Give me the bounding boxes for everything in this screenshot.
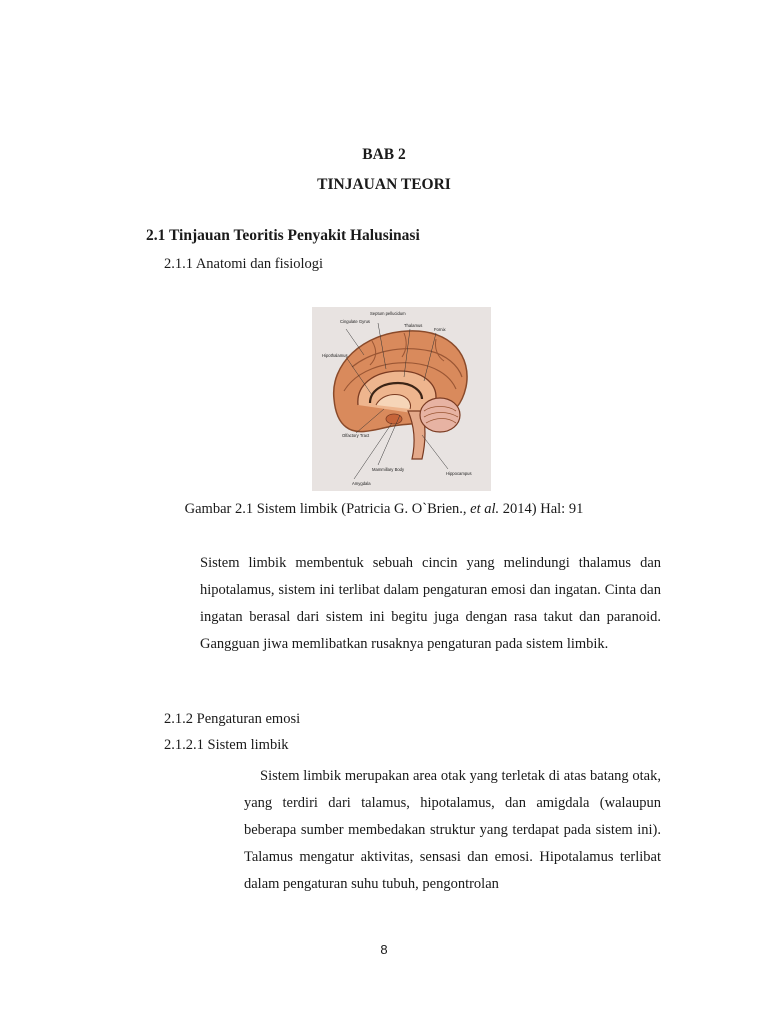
label-hypothalamus: Hipothalamus <box>322 353 348 358</box>
chapter-title: TINJAUAN TEORI <box>317 176 451 193</box>
label-mammillary: Mammillary Body <box>372 467 405 472</box>
label-amygdala: Amygdala <box>352 481 371 486</box>
subsection-heading-emosi: 2.1.2 Pengaturan emosi <box>164 711 301 727</box>
label-thalamus: Thalamus <box>404 323 423 328</box>
label-septum: Septum pellucidum <box>370 311 406 316</box>
figure-caption <box>0 501 768 518</box>
caption-italic: et al. <box>470 501 500 517</box>
subsection-heading-anatomi: 2.1.1 Anatomi dan fisiologi <box>164 256 324 272</box>
paragraph-limbic-system: Sistem limbik merupakan area otak yang terletak di atas batang otak, yang terdiri dari talamus, hipotalamus, dan amigdala (walaupun beberapa sumber membedakan struktur yang terdapat pada sistem ini). Talamus mengatur aktivitas, sensasi dan emosi. Hipotalamus terlibat dalam pengaturan suhu tubuh, pengontrolan <box>244 768 661 892</box>
section-heading: 2.1 Tinjauan Teoritis Penyakit Halusinasi <box>146 227 420 244</box>
label-olfactory: Olfactory Tract <box>342 433 370 438</box>
label-hippocampus: Hippocampus <box>446 471 472 476</box>
paragraph-limbic-ring: Sistem limbik membentuk sebuah cincin yang melindungi thalamus dan hipotalamus, sistem ini terlibat dalam pengaturan emosi dan ingatan. Cinta dan ingatan berasal dari sistem ini begitu juga dengan rasa takut dan paranoid. Gangguan jiwa memlibatkan rusaknya pengaturan pada sistem limbik. <box>200 555 661 652</box>
chapter-number: BAB 2 <box>362 146 406 163</box>
label-fornix: Fornix <box>434 327 446 332</box>
subsubsection-heading-limbik: 2.1.2.1 Sistem limbik <box>164 737 289 753</box>
brain-illustration <box>312 307 491 491</box>
limbic-system-figure <box>312 307 491 491</box>
caption-suffix: 2014) Hal: 91 <box>499 501 584 517</box>
caption-prefix: Gambar 2.1 Sistem limbik (Patricia G. O`Brien., <box>184 501 471 517</box>
label-cingulate: Cingulate Gyrus <box>340 319 371 324</box>
page-number: 8 <box>380 942 388 957</box>
